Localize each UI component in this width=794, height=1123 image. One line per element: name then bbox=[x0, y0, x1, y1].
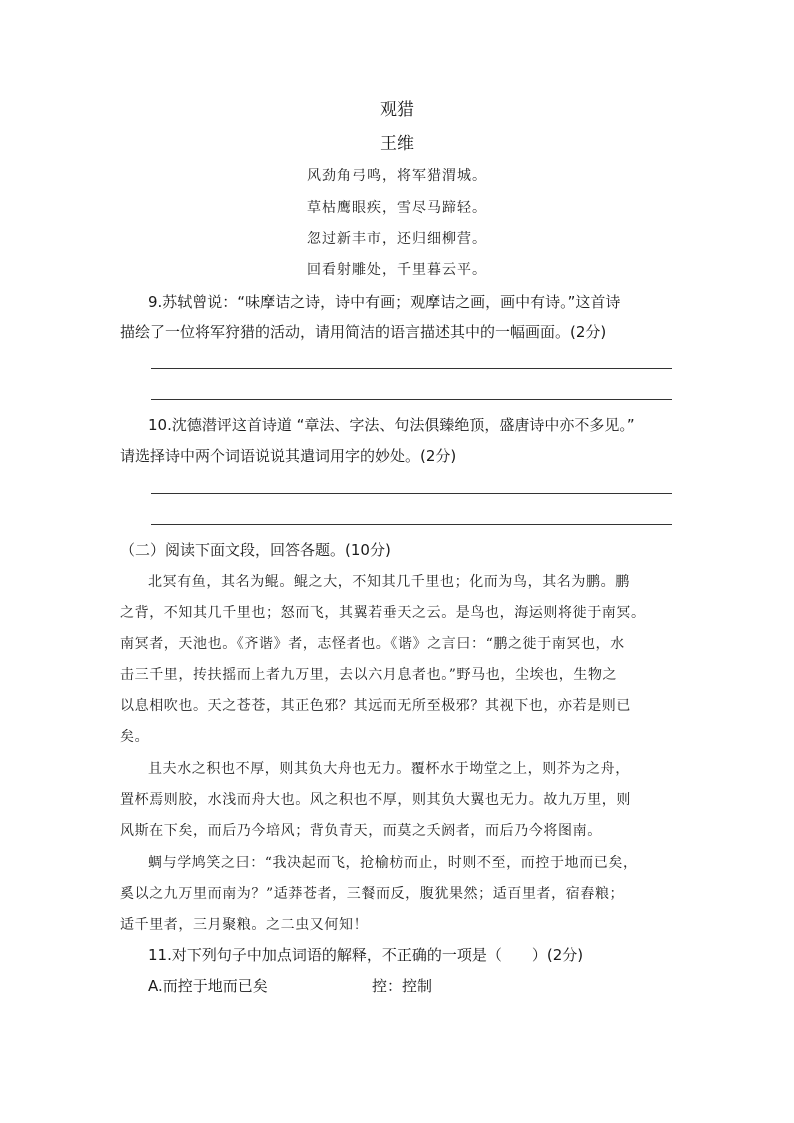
passage-line: 置杯焉则胶，水浅而舟大也。风之积也不厚，则其负大翼也无力。故九万里，则 bbox=[120, 792, 631, 808]
passage-line: 矣。 bbox=[120, 729, 150, 745]
answer-line[interactable] bbox=[151, 524, 672, 525]
poem-line: 草枯鹰眼疾，雪尽马蹄轻。 bbox=[307, 200, 487, 216]
passage-line: 北冥有鱼，其名为鲲。鲲之大，不知其几千里也；化而为鸟，其名为鹏。鹏 bbox=[148, 574, 630, 590]
poem-line: 风劲角弓鸣，将军猎渭城。 bbox=[307, 168, 487, 184]
passage-line: 蜩与学鸠笑之曰：“我决起而飞，抢榆枋而止，时则不至，而控于地而已矣， bbox=[148, 855, 638, 871]
answer-line[interactable] bbox=[151, 368, 672, 369]
poem-title: 观猎 bbox=[380, 100, 414, 120]
option-a-gloss: 控：控制 bbox=[372, 977, 433, 995]
question-9-line-1: 9.苏轼曾说：“味摩诘之诗，诗中有画；观摩诘之画，画中有诗。”这首诗 bbox=[148, 293, 621, 311]
question-10-line-1: 10.沈德潜评这首诗道 “章法、字法、句法俱臻绝顶，盛唐诗中亦不多见。” bbox=[148, 416, 635, 434]
poem-author: 王维 bbox=[380, 134, 414, 154]
answer-line[interactable] bbox=[151, 399, 672, 400]
section-2-heading: （二）阅读下面文段，回答各题。(10分) bbox=[120, 541, 391, 559]
passage-line: 奚以之九万里而南为？”适莽苍者，三餐而反，腹犹果然；适百里者，宿舂粮； bbox=[120, 886, 625, 902]
question-10-line-2: 请选择诗中两个词语说说其遣词用字的妙处。(2分) bbox=[120, 447, 457, 465]
passage-line: 且夫水之积也不厚，则其负大舟也无力。覆杯水于坳堂之上，则芥为之舟， bbox=[148, 761, 630, 777]
question-11-stem: 11.对下列句子中加点词语的解释，不正确的一项是（ ）(2分) bbox=[148, 946, 584, 964]
poem-line: 回看射雕处，千里暮云平。 bbox=[307, 262, 487, 278]
option-a-sentence: A.而控于地而已矣 bbox=[148, 977, 268, 995]
question-9-line-2: 描绘了一位将军狩猎的活动，请用简洁的语言描述其中的一幅画面。(2分) bbox=[120, 323, 607, 341]
passage-line: 南冥者，天池也。《齐谐》者，志怪者也。《谐》之言曰：“鹏之徙于南冥也，水 bbox=[120, 636, 625, 652]
passage-line: 击三千里，抟扶摇而上者九万里，去以六月息者也。”野马也，尘埃也，生物之 bbox=[120, 667, 618, 683]
passage-line: 适千里者，三月聚粮。之二虫又何知！ bbox=[120, 917, 369, 933]
passage-line: 之背，不知其几千里也；怒而飞，其翼若垂天之云。是鸟也，海运则将徙于南冥。 bbox=[120, 605, 646, 621]
answer-line[interactable] bbox=[151, 493, 672, 494]
passage-line: 以息相吹也。天之苍苍，其正色邪？其远而无所至极邪？其视下也，亦若是则已 bbox=[120, 698, 631, 714]
passage-line: 风斯在下矣，而后乃今培风；背负青天，而莫之夭阏者，而后乃今将图南。 bbox=[120, 823, 602, 839]
poem-line: 忽过新丰市，还归细柳营。 bbox=[307, 231, 487, 247]
